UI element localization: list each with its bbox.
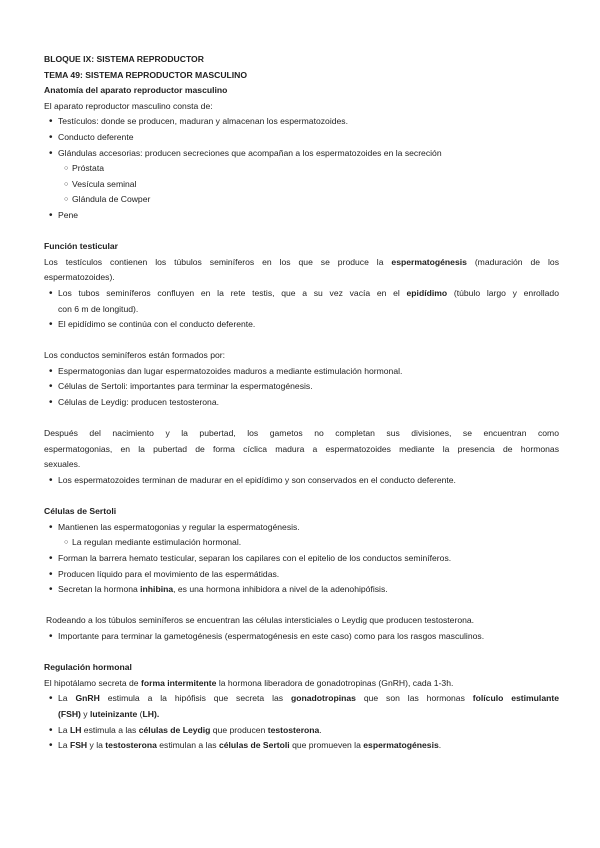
list-item: • La LH estimula a las células de Leydig que producen testosterona. xyxy=(44,723,559,739)
paragraph-line: espermatozoides). xyxy=(44,272,115,283)
sertoli-list xyxy=(44,520,559,598)
paragraph-line: sexuales. xyxy=(44,459,81,470)
topic-title: TEMA 49: SISTEMA REPRODUCTOR MASCULINO xyxy=(44,69,248,80)
paragraph-line: Después del nacimiento y la pubertad, los gametos no completan sus divisiones, se encuentran como xyxy=(44,428,559,439)
block-title: BLOQUE IX: SISTEMA REPRODUCTOR xyxy=(44,54,204,64)
list-item: • Secretan la hormona inhibina, es una hormona inhibidora a nivel de la adenohipófisis. xyxy=(44,582,559,598)
conductos-list xyxy=(44,364,559,411)
list-item: • Células de Leydig: producen testosterona. xyxy=(44,395,559,411)
paragraph-line: espermatogonias, en la pubertad de forma cíclica madura a espermatozoides mediante la presencia de hormonas xyxy=(44,443,559,454)
sub-list-item: ○ Próstata xyxy=(44,161,559,177)
sub-list-item: ○ La regulan mediante estimulación hormonal. xyxy=(44,535,559,551)
list-item: • Espermatogonias dan lugar espermatozoides maduros a mediante estimulación hormonal. xyxy=(44,364,559,380)
list-item: • Células de Sertoli: importantes para terminar la espermatogénesis. xyxy=(44,379,559,395)
anatomia-list xyxy=(44,114,559,223)
list-item: • Los espermatozoides terminan de madurar en el epidídimo y son conservados en el conducto deferente. xyxy=(44,473,559,489)
paragraph-line: Los testículos contienen los túbulos seminíferos en los que se produce la espermatogénesis (maduración de los xyxy=(44,256,559,267)
list-item: • El epidídimo se continúa con el conducto deferente. xyxy=(44,317,559,333)
section-heading-regulacion: Regulación hormonal xyxy=(44,662,132,673)
anatomia-intro: El aparato reproductor masculino consta de: xyxy=(44,100,213,111)
funcion-list xyxy=(44,286,559,333)
paragraph: Los conductos seminíferos están formados por: xyxy=(44,350,226,361)
epididimo-list xyxy=(44,473,559,489)
list-item: • Producen líquido para el movimiento de las espermátidas. xyxy=(44,567,559,583)
list-item: • Testículos: donde se producen, maduran y almacenan los espermatozoides. xyxy=(44,114,559,130)
paragraph: Rodeando a los túbulos seminíferos se encuentran las células intersticiales o Leydig que producen testosterona. xyxy=(46,615,475,626)
leydig-list xyxy=(44,629,559,645)
paragraph: El hipotálamo secreta de forma intermitente la hormona liberadora de gonadotropinas (GnRH), cada 1-3h. xyxy=(44,677,454,688)
list-item: • La GnRH estimula a la hipófisis que secreta las gonadotropinas que son las hormonas folículo estimulante (FSH) y luteinizante (LH). xyxy=(44,691,559,722)
list-item: • Mantienen las espermatogonias y regular la espermatogénesis. xyxy=(44,520,559,536)
list-item: • Conducto deferente xyxy=(44,130,559,146)
section-heading-funcion: Función testicular xyxy=(44,241,119,252)
regulacion-list xyxy=(44,691,559,753)
sub-list-item: ○ Glándula de Cowper xyxy=(44,192,559,208)
document-page xyxy=(44,52,559,754)
list-item: • Forman la barrera hemato testicular, separan los capilares con el epitelio de los conductos seminíferos. xyxy=(44,551,559,567)
sub-list-item: ○ Vesícula seminal xyxy=(44,177,559,193)
list-item: • Importante para terminar la gametogénesis (espermatogénesis en este caso) como para los rasgos masculinos. xyxy=(44,629,559,645)
list-item: • Los tubos seminíferos confluyen en la rete testis, que a su vez vacía en el epidídimo (túbulo largo y enrollado con 6 m de longitud). xyxy=(44,286,559,317)
list-item: • Pene xyxy=(44,208,559,224)
list-item: • La FSH y la testosterona estimulan a las células de Sertoli que promueven la espermatogénesis. xyxy=(44,738,559,754)
section-heading-sertoli: Células de Sertoli xyxy=(44,506,117,517)
section-heading-anatomia: Anatomía del aparato reproductor masculino xyxy=(44,85,228,96)
list-item: • Glándulas accesorias: producen secreciones que acompañan a los espermatozoides en la secreción xyxy=(44,146,559,162)
